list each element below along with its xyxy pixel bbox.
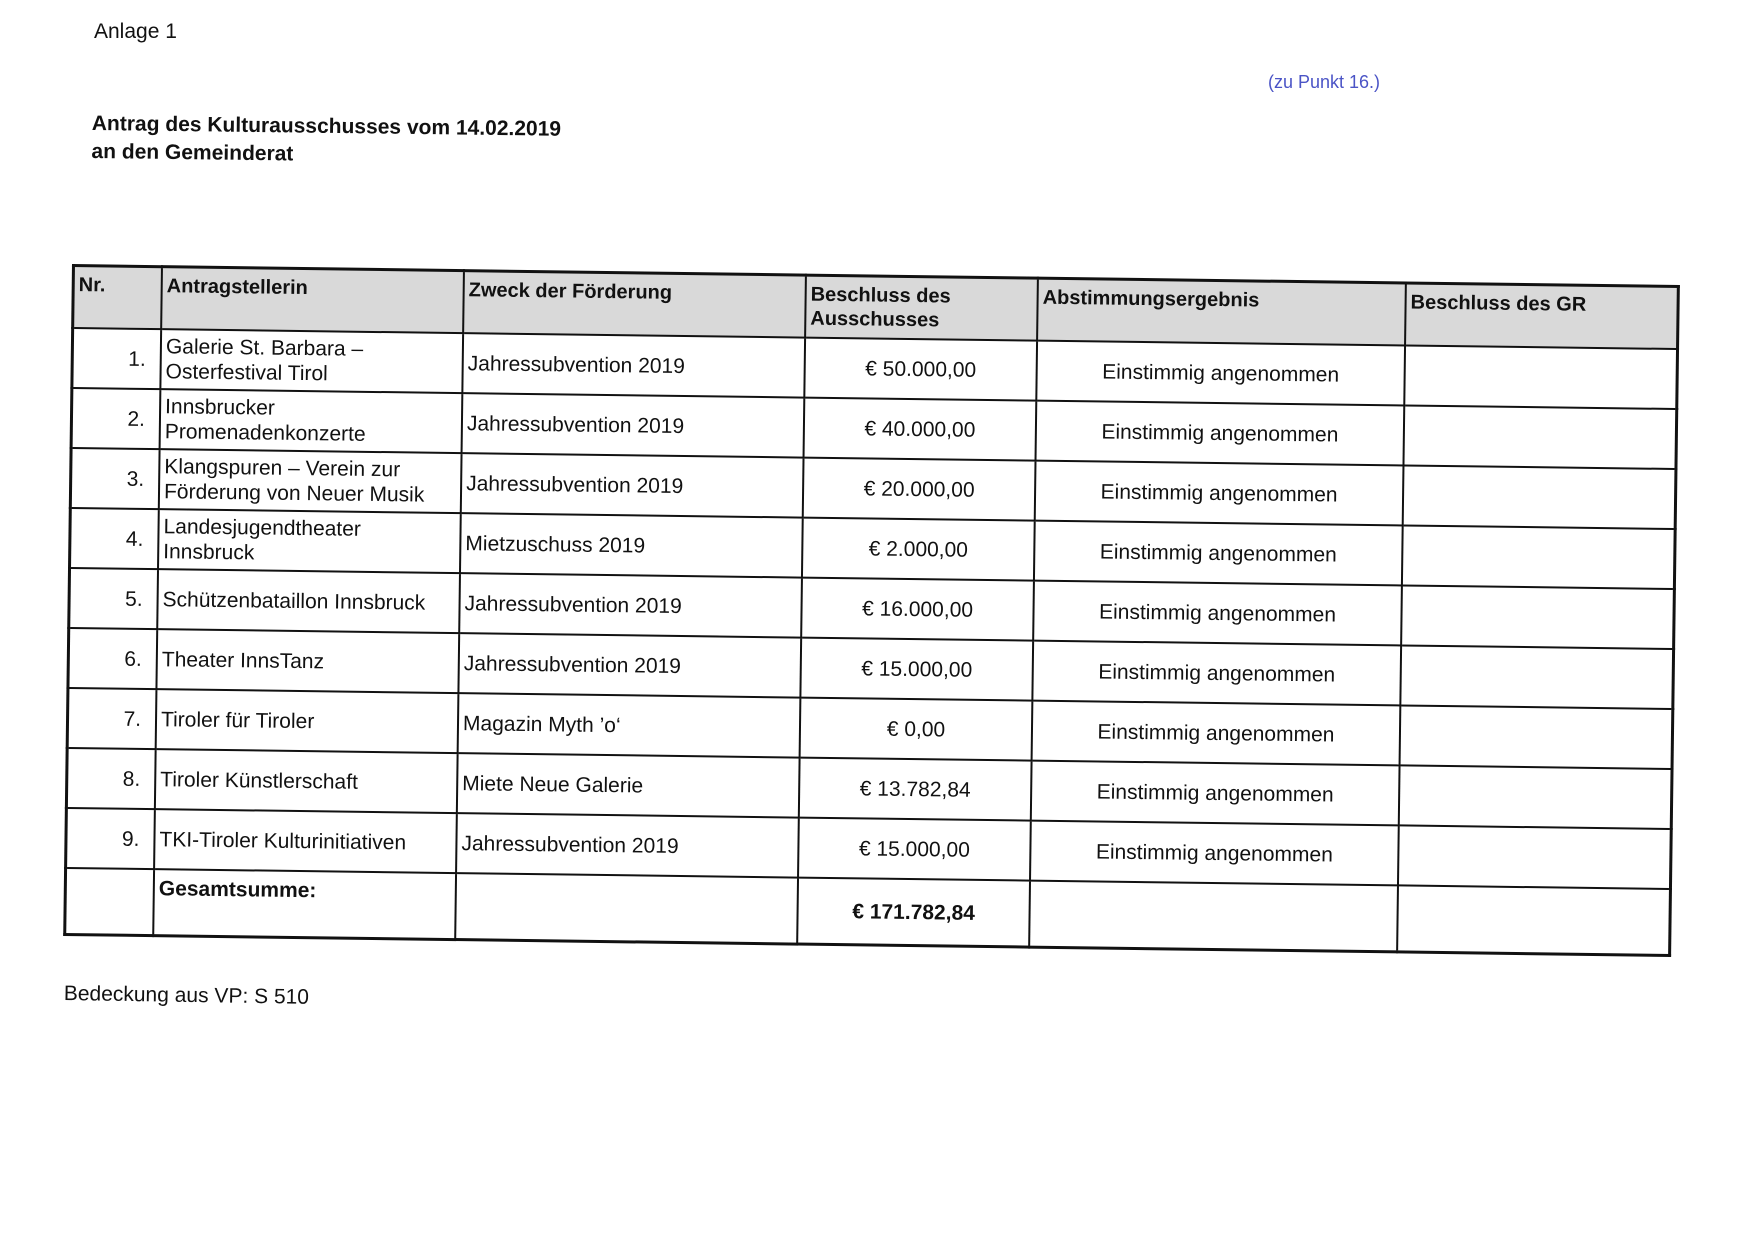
vote-result: Einstimmig angenommen [1036,341,1405,406]
vote-result: Einstimmig angenommen [1031,761,1400,826]
vote-result: Einstimmig angenommen [1032,641,1401,706]
row-number: 4. [70,508,159,569]
council-decision [1403,405,1676,469]
row-number: 6. [68,628,157,689]
applicant-name: Galerie St. Barbara – Osterfestival Tirol [160,329,463,393]
funding-purpose: Jahressubvention 2019 [462,333,805,397]
vote-result: Einstimmig angenommen [1035,461,1404,526]
council-decision [1399,765,1672,829]
column-header-purpose: Zweck der Förderung [463,271,806,338]
applicant-name: Klangspuren – Verein zur Förderung von Neuer Musik [159,449,462,513]
heading-line-1: Antrag des Kulturausschusses vom 14.02.2019 [91,111,562,141]
funding-amount: € 0,00 [800,698,1033,761]
funding-amount: € 15.000,00 [798,818,1031,881]
column-header-nr: Nr. [73,266,162,330]
column-header-committee-decision: Beschluss des Ausschusses [805,275,1038,341]
applicant-name: Tiroler für Tiroler [156,689,459,753]
funding-purpose: Magazin Myth ’o‘ [458,693,801,757]
total-council-cell [1397,885,1670,955]
council-decision [1403,465,1676,529]
council-decision [1402,525,1675,589]
coverage-note: Bedeckung aus VP: S 510 [63,982,310,1009]
column-header-vote-result: Abstimmungsergebnis [1037,278,1406,345]
council-decision [1401,585,1674,649]
funding-amount: € 15.000,00 [800,638,1033,701]
funding-purpose: Miete Neue Galerie [457,753,800,817]
funding-purpose: Jahressubvention 2019 [456,813,799,877]
row-number: 1. [72,328,161,389]
funding-amount: € 40.000,00 [804,398,1037,461]
total-label: Gesamtsumme: [153,869,456,939]
council-decision [1400,705,1673,769]
attachment-label: Anlage 1 [94,20,177,43]
total-purpose-cell [455,873,798,944]
agenda-reference: (zu Punkt 16.) [1268,72,1381,92]
vote-result: Einstimmig angenommen [1030,821,1399,886]
funding-amount: € 13.782,84 [799,758,1032,821]
funding-purpose: Jahressubvention 2019 [459,573,802,637]
total-amount: € 171.782,84 [797,878,1030,948]
row-number: 8. [66,748,155,809]
funding-purpose: Jahressubvention 2019 [462,393,805,457]
funding-amount: € 50.000,00 [804,338,1037,401]
row-number: 2. [71,388,160,449]
total-vote-cell [1029,881,1398,952]
applicant-name: Tiroler Künstlerschaft [155,749,458,813]
column-header-applicant: Antragstellerin [161,267,464,333]
applicant-name: Innsbrucker Promenadenkonzerte [160,389,463,453]
funding-table-wrapper [63,264,1680,957]
applicant-name: Landesjugendtheater Innsbruck [158,509,461,573]
vote-result: Einstimmig angenommen [1034,521,1403,586]
vote-result: Einstimmig angenommen [1032,701,1401,766]
funding-table [63,264,1680,957]
heading-line-2: an den Gemeinderat [91,139,294,166]
vote-result: Einstimmig angenommen [1033,581,1402,646]
applicant-name: Theater InnsTanz [156,629,459,693]
funding-amount: € 2.000,00 [802,518,1035,581]
row-number: 5. [69,568,158,629]
council-decision [1398,825,1671,889]
row-number: 3. [70,448,159,509]
council-decision [1404,345,1677,409]
funding-purpose: Jahressubvention 2019 [458,633,801,697]
total-number-cell [65,868,154,936]
funding-amount: € 20.000,00 [803,458,1036,521]
funding-purpose: Jahressubvention 2019 [461,453,804,517]
applicant-name: Schützenbataillon Innsbruck [157,569,460,633]
document-heading [91,110,561,172]
row-number: 7. [67,688,156,749]
column-header-council-decision: Beschluss des GR [1405,283,1678,349]
funding-amount: € 16.000,00 [801,578,1034,641]
row-number: 9. [66,808,155,869]
council-decision [1400,645,1673,709]
applicant-name: TKI-Tiroler Kulturinitiativen [154,809,457,873]
funding-purpose: Mietzuschuss 2019 [460,513,803,577]
vote-result: Einstimmig angenommen [1036,401,1405,466]
